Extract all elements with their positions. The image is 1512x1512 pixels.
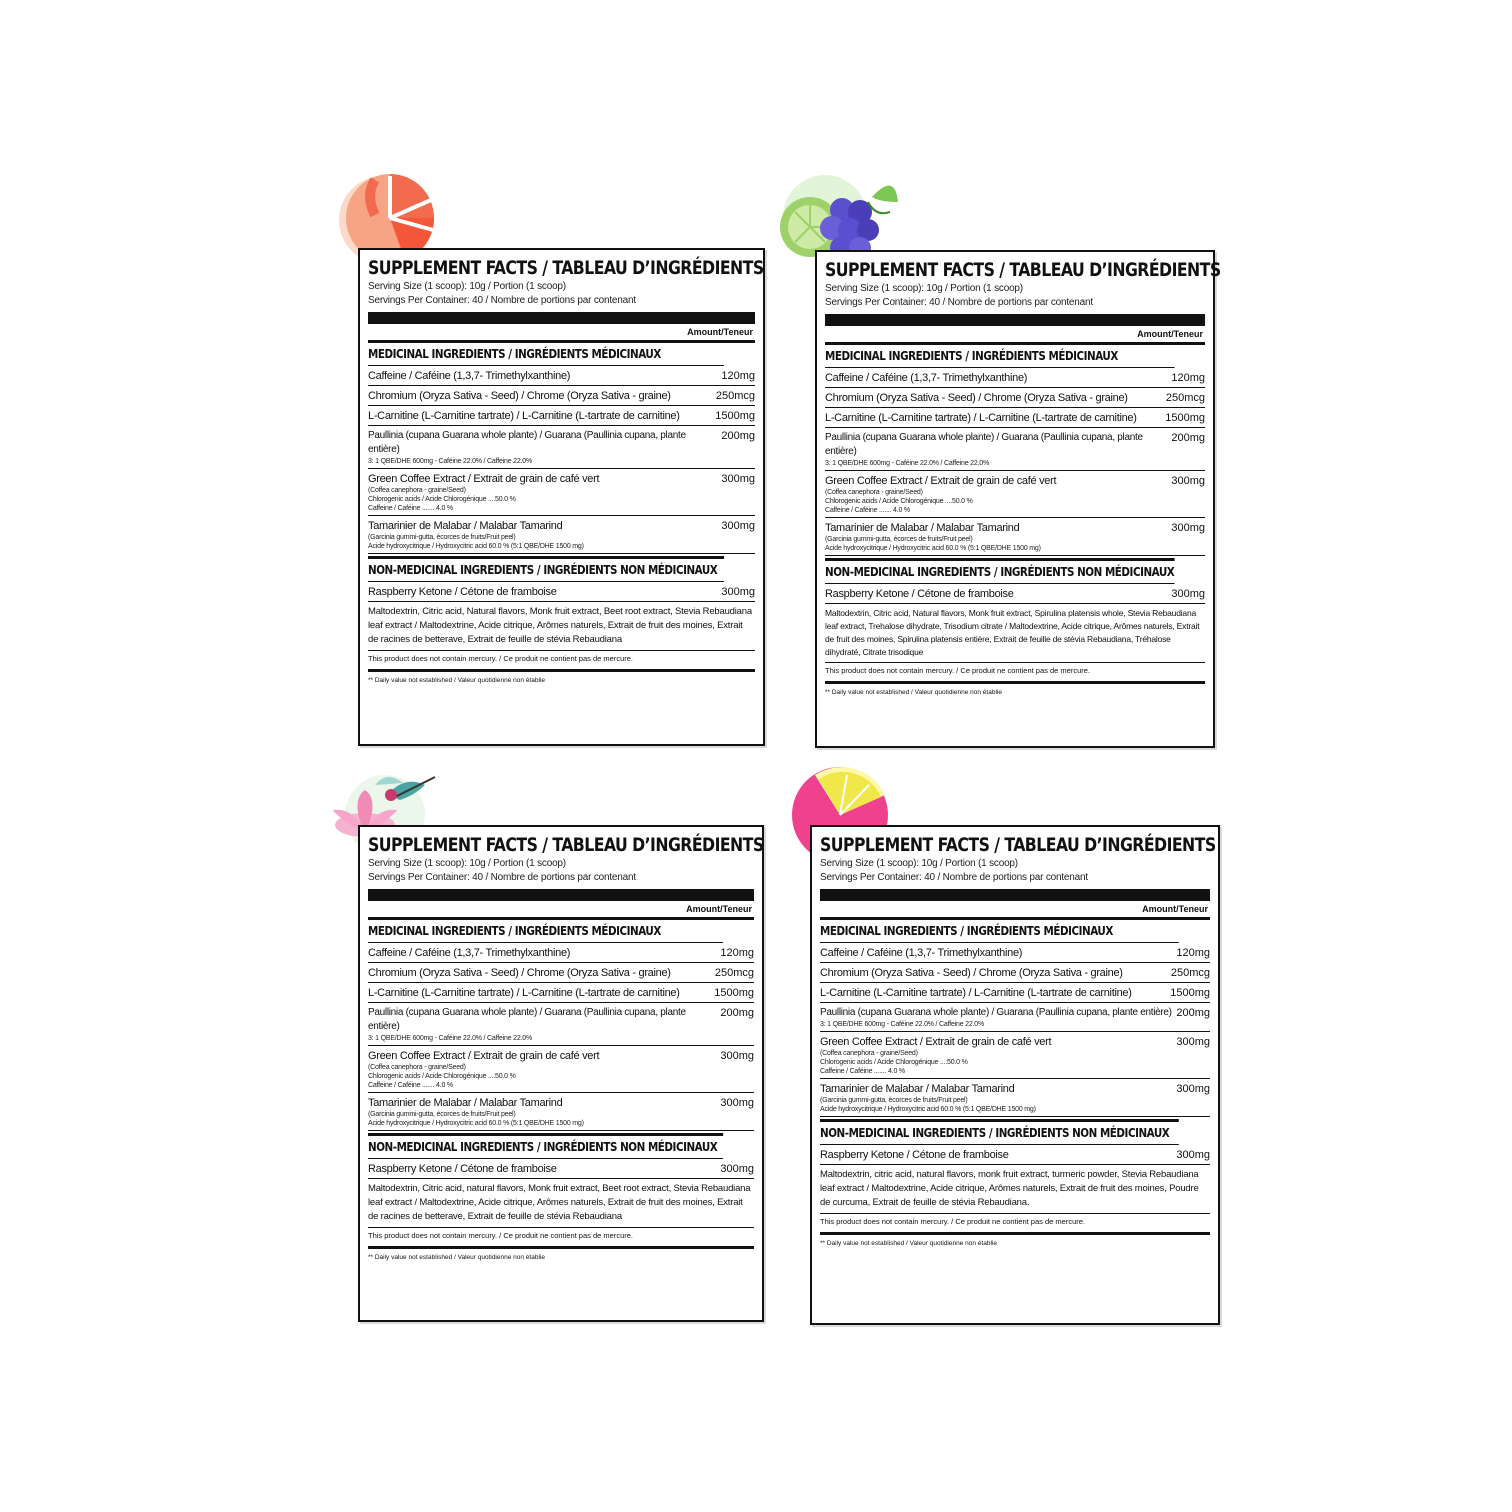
ingredient-row-caffeine: Caffeine / Caféine (1,3,7- Trimethylxanthine) 120mg — [368, 943, 754, 963]
divider-bar — [368, 889, 754, 901]
other-ingredients: Maltodextrin, Citric acid, Natural flavors, Monk fruit extract, Spirulina platensis whole, Stevia Rebaudiana leaf extract, Trehalose dihydrate, Trisodium citrate / Maltodextrine, Acide citrique, Arômes naturels, Extrait de fruit des moines, Spirulina platensis entière, Extrait de feuille de stévia Rebaudiana, Tréhalose dihydraté, Citrate trisodique — [825, 604, 1205, 663]
ingredient-row-tamarind: Tamarinier de Malabar / Malabar Tamarind (Garcinia gummi-gutta, écorces de fruits/Fruit peel) Acide hydroxycitrique / Hydroxycitric acid 60.0 % (5:1 QBE/DHE 1500 mg) 300mg — [820, 1079, 1210, 1117]
divider-bar — [368, 312, 755, 324]
other-ingredients: Maltodextrin, citric acid, natural flavors, monk fruit extract, turmeric powder, Stevia Rebaudiana leaf extract / Maltodextrine, Acide citrique, Arômes naturels, Extrait de fruit des moines, Poudre de curcuma, Extrait de feuille de stévia Rebaudiana. — [820, 1165, 1210, 1214]
daily-value-note: ** Daily value not established / Valeur quotidienne non établie — [825, 689, 1002, 696]
ingredient-row-caffeine: Caffeine / Caféine (1,3,7- Trimethylxanthine) 120mg — [825, 368, 1205, 388]
other-ingredients: Maltodextrin, Citric acid, natural flavors, Monk fruit extract, Beet root extract, Stevia Rebaudiana leaf extract / Maltodextrine, Acide citrique, Arômes naturels, Extrait de fruit des moines, Extrait de racines de betterave, Extrait de feuille de stévia Rebaudiana — [368, 1179, 754, 1228]
ingredient-row-carnitine: L-Carnitine (L-Carnitine tartrate) / L-Carnitine (L-tartrate de carnitine) 1500mg — [820, 983, 1210, 1003]
supplement-facts-label-lemon — [810, 825, 1220, 1325]
divider-bar — [825, 314, 1205, 326]
ingredient-row-paullinia: Paullinia (cupana Guarana whole plante) / Guarana (Paullinia cupana, plante entière) 3: 1 QBE/DHE 600mg - Caféine 22.0% / Caffeine 22.0% 200mg — [820, 1003, 1210, 1032]
label-title: SUPPLEMENT FACTS / TABLEAU D’INGRÉDIENTS — [820, 834, 1216, 856]
amount-header: Amount/Teneur — [687, 327, 753, 337]
ingredient-row-paullinia: Paullinia (cupana Guarana whole plante) / Guarana (Paullinia cupana, plante entière) 3: 1 QBE/DHE 600mg - Caféine 22.0% / Caffeine 22.0% 200mg — [368, 426, 755, 469]
ingredient-row-green-coffee: Green Coffee Extract / Extrait de grain de café vert (Coffea canephora - graine/Seed) Chlorogenic acids / Acide Chlorogénique ....50.0 % Caffeine / Caféine ....... 4.0 % 300mg — [820, 1032, 1210, 1079]
servings-per-container: Servings Per Container: 40 / Nombre de portions par contenant — [820, 872, 1088, 883]
ingredient-row-carnitine: L-Carnitine (L-Carnitine tartrate) / L-Carnitine (L-tartrate de carnitine) 1500mg — [825, 408, 1205, 428]
mercury-notice: This product does not contain mercury. / Ce produit ne contient pas de mercure. — [368, 651, 755, 672]
ingredient-row-paullinia: Paullinia (cupana Guarana whole plante) / Guarana (Paullinia cupana, plante entière) 3: 1 QBE/DHE 600mg - Caféine 22.0% / Caffeine 22.0% 200mg — [368, 1003, 754, 1046]
servings-per-container: Servings Per Container: 40 / Nombre de portions par contenant — [368, 295, 636, 306]
non-medicinal-header: NON-MEDICINAL INGREDIENTS / INGRÉDIENTS NON MÉDICINAUX — [368, 556, 724, 582]
ingredient-row-chromium: Chromium (Oryza Sativa - Seed) / Chrome (Oryza Sativa - graine) 250mcg — [368, 963, 754, 983]
ingredient-row-raspberry: Raspberry Ketone / Cétone de framboise 300mg — [825, 584, 1205, 604]
medicinal-header: MEDICINAL INGREDIENTS / INGRÉDIENTS MÉDICINAUX — [825, 345, 1175, 368]
supplement-facts-label-grape-lime — [815, 250, 1221, 748]
servings-per-container: Servings Per Container: 40 / Nombre de portions par contenant — [368, 872, 636, 883]
label-title: SUPPLEMENT FACTS / TABLEAU D’INGRÉDIENTS — [368, 834, 764, 856]
amount-header: Amount/Teneur — [1137, 329, 1203, 339]
mercury-notice: This product does not contain mercury. / Ce produit ne contient pas de mercure. — [820, 1214, 1210, 1235]
label-title: SUPPLEMENT FACTS / TABLEAU D’INGRÉDIENTS — [825, 259, 1221, 281]
serving-size: Serving Size (1 scoop): 10g / Portion (1 scoop) — [368, 281, 566, 292]
ingredient-row-carnitine: L-Carnitine (L-Carnitine tartrate) / L-Carnitine (L-tartrate de carnitine) 1500mg — [368, 406, 755, 426]
label-title: SUPPLEMENT FACTS / TABLEAU D’INGRÉDIENTS — [368, 257, 764, 279]
medicinal-header: MEDICINAL INGREDIENTS / INGRÉDIENTS MÉDICINAUX — [368, 920, 723, 943]
non-medicinal-header: NON-MEDICINAL INGREDIENTS / INGRÉDIENTS NON MÉDICINAUX — [825, 558, 1175, 584]
ingredient-row-tamarind: Tamarinier de Malabar / Malabar Tamarind (Garcinia gummi-gutta, écorces de fruits/Fruit peel) Acide hydroxycitrique / Hydroxycitric acid 60.0 % (5:1 QBE/DHE 1500 mg) 300mg — [368, 1093, 754, 1131]
medicinal-header: MEDICINAL INGREDIENTS / INGRÉDIENTS MÉDICINAUX — [820, 920, 1179, 943]
ingredient-row-caffeine: Caffeine / Caféine (1,3,7- Trimethylxanthine) 120mg — [368, 366, 755, 386]
daily-value-note: ** Daily value not established / Valeur quotidienne non établie — [368, 677, 545, 684]
supplement-facts-label-grapefruit — [358, 248, 765, 746]
mercury-notice: This product does not contain mercury. / Ce produit ne contient pas de mercure. — [825, 663, 1205, 684]
ingredient-row-caffeine: Caffeine / Caféine (1,3,7- Trimethylxanthine) 120mg — [820, 943, 1210, 963]
ingredient-row-carnitine: L-Carnitine (L-Carnitine tartrate) / L-Carnitine (L-tartrate de carnitine) 1500mg — [368, 983, 754, 1003]
daily-value-note: ** Daily value not established / Valeur quotidienne non établie — [368, 1254, 545, 1261]
other-ingredients: Maltodextrin, Citric acid, Natural flavors, Monk fruit extract, Beet root extract, Stevia Rebaudiana leaf extract / Maltodextrine, Acide citrique, Arômes naturels, Extrait de fruit des moines, Extrait de racines de betterave, Extrait de feuille de stévia Rebaudiana — [368, 602, 755, 651]
medicinal-header: MEDICINAL INGREDIENTS / INGRÉDIENTS MÉDICINAUX — [368, 343, 724, 366]
ingredient-row-raspberry: Raspberry Ketone / Cétone de framboise 300mg — [820, 1145, 1210, 1165]
ingredient-row-raspberry: Raspberry Ketone / Cétone de framboise 300mg — [368, 582, 755, 602]
ingredient-row-chromium: Chromium (Oryza Sativa - Seed) / Chrome (Oryza Sativa - graine) 250mcg — [368, 386, 755, 406]
divider-bar — [820, 889, 1210, 901]
amount-header: Amount/Teneur — [1142, 904, 1208, 914]
ingredient-row-green-coffee: Green Coffee Extract / Extrait de grain de café vert (Coffea canephora - graine/Seed) Chlorogenic acids / Acide Chlorogénique ....50.0 % Caffeine / Caféine ....... 4.0 % 300mg — [368, 469, 755, 516]
serving-size: Serving Size (1 scoop): 10g / Portion (1 scoop) — [368, 858, 566, 869]
ingredient-row-chromium: Chromium (Oryza Sativa - Seed) / Chrome (Oryza Sativa - graine) 250mcg — [820, 963, 1210, 983]
ingredient-row-paullinia: Paullinia (cupana Guarana whole plante) / Guarana (Paullinia cupana, plante entière) 3: 1 QBE/DHE 600mg - Caféine 22.0% / Caffeine 22.0% 200mg — [825, 428, 1205, 471]
ingredient-row-raspberry: Raspberry Ketone / Cétone de framboise 300mg — [368, 1159, 754, 1179]
grapefruit-icon — [335, 170, 445, 260]
serving-size: Serving Size (1 scoop): 10g / Portion (1 scoop) — [820, 858, 1018, 869]
ingredient-row-chromium: Chromium (Oryza Sativa - Seed) / Chrome (Oryza Sativa - graine) 250mcg — [825, 388, 1205, 408]
ingredient-row-green-coffee: Green Coffee Extract / Extrait de grain de café vert (Coffea canephora - graine/Seed) Chlorogenic acids / Acide Chlorogénique ....50.0 % Caffeine / Caféine ....... 4.0 % 300mg — [368, 1046, 754, 1093]
supplement-facts-label-lotus — [358, 825, 764, 1322]
mercury-notice: This product does not contain mercury. / Ce produit ne contient pas de mercure. — [368, 1228, 754, 1249]
ingredient-row-tamarind: Tamarinier de Malabar / Malabar Tamarind (Garcinia gummi-gutta, écorces de fruits/Fruit peel) Acide hydroxycitrique / Hydroxycitric acid 60.0 % (5:1 QBE/DHE 1500 mg) 300mg — [825, 518, 1205, 556]
daily-value-note: ** Daily value not established / Valeur quotidienne non établie — [820, 1240, 997, 1247]
serving-size: Serving Size (1 scoop): 10g / Portion (1 scoop) — [825, 283, 1023, 294]
ingredient-row-tamarind: Tamarinier de Malabar / Malabar Tamarind (Garcinia gummi-gutta, écorces de fruits/Fruit peel) Acide hydroxycitrique / Hydroxycitric acid 60.0 % (5:1 QBE/DHE 1500 mg) 300mg — [368, 516, 755, 554]
amount-header: Amount/Teneur — [686, 904, 752, 914]
ingredient-row-green-coffee: Green Coffee Extract / Extrait de grain de café vert (Coffea canephora - graine/Seed) Chlorogenic acids / Acide Chlorogénique ....50.0 % Caffeine / Caféine ....... 4.0 % 300mg — [825, 471, 1205, 518]
non-medicinal-header: NON-MEDICINAL INGREDIENTS / INGRÉDIENTS NON MÉDICINAUX — [368, 1133, 723, 1159]
non-medicinal-header: NON-MEDICINAL INGREDIENTS / INGRÉDIENTS NON MÉDICINAUX — [820, 1119, 1179, 1145]
servings-per-container: Servings Per Container: 40 / Nombre de portions par contenant — [825, 297, 1093, 308]
